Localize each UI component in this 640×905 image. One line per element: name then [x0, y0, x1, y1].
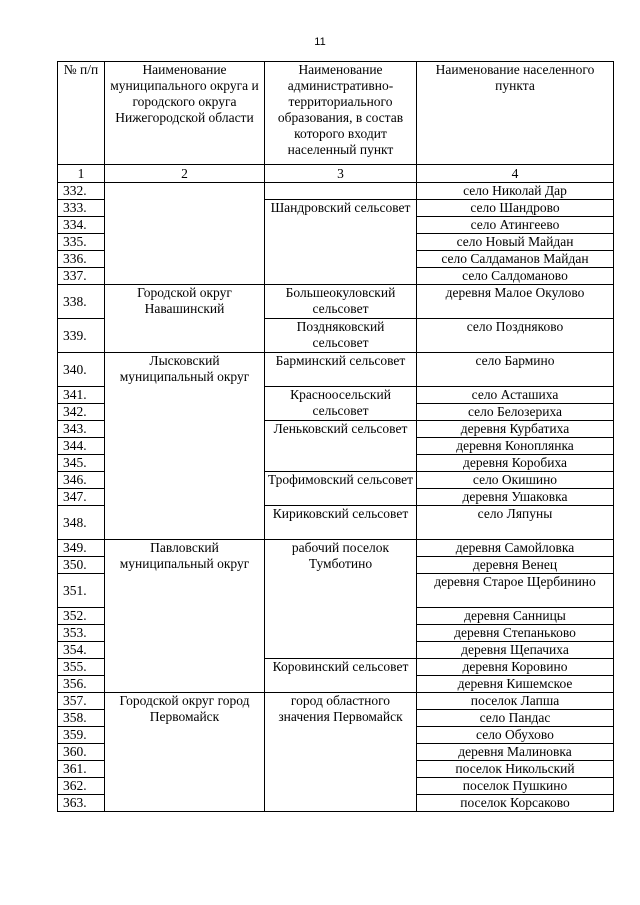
locality-cell: село Новый Майдан: [417, 234, 614, 251]
header-number: № п/п: [58, 62, 105, 165]
locality-cell: деревня Ушаковка: [417, 489, 614, 506]
district-cell: Павловский муниципальный округ: [105, 540, 265, 693]
admin-unit-cell: Большеокуловский сельсовет: [265, 285, 417, 319]
district-cell: Городской округ город Первомайск: [105, 693, 265, 812]
row-number: 361.: [58, 761, 105, 778]
row-number: 354.: [58, 642, 105, 659]
locality-cell: деревня Санницы: [417, 608, 614, 625]
column-index-row: [58, 165, 614, 183]
locality-cell: поселок Пушкино: [417, 778, 614, 795]
row-number: 336.: [58, 251, 105, 268]
locality-cell: деревня Старое Щербинино: [417, 574, 614, 608]
row-number: 355.: [58, 659, 105, 676]
row-number: 344.: [58, 438, 105, 455]
row-number: 349.: [58, 540, 105, 557]
locality-cell: село Белозериха: [417, 404, 614, 421]
admin-unit-cell: Леньковский сельсовет: [265, 421, 417, 472]
row-number: 346.: [58, 472, 105, 489]
column-index: 4: [417, 165, 614, 183]
locality-cell: село Шандрово: [417, 200, 614, 217]
district-cell-empty: [105, 183, 265, 285]
locality-cell: деревня Венец: [417, 557, 614, 574]
table-row: [58, 183, 614, 200]
district-cell: Городской округ Навашинский: [105, 285, 265, 353]
locality-cell: поселок Лапша: [417, 693, 614, 710]
row-number: 337.: [58, 268, 105, 285]
row-number: 343.: [58, 421, 105, 438]
row-number: 357.: [58, 693, 105, 710]
row-number: 359.: [58, 727, 105, 744]
row-number: 348.: [58, 506, 105, 540]
admin-unit-cell-empty: [265, 183, 417, 200]
row-number: 332.: [58, 183, 105, 200]
locality-cell: село Салдаманов Майдан: [417, 251, 614, 268]
admin-unit-cell: Красноосельский сельсовет: [265, 387, 417, 421]
table-row: [58, 353, 614, 387]
header-admin-unit: Наименование административно-территориального образования, в состав которого входит населенный пункт: [265, 62, 417, 165]
header-row: [58, 62, 614, 165]
locality-cell: деревня Коровино: [417, 659, 614, 676]
locality-cell: село Обухово: [417, 727, 614, 744]
column-index: 2: [105, 165, 265, 183]
row-number: 350.: [58, 557, 105, 574]
page-number: 11: [314, 36, 326, 48]
locality-cell: деревня Кишемское: [417, 676, 614, 693]
locality-cell: село Бармино: [417, 353, 614, 387]
column-index: 1: [58, 165, 105, 183]
row-number: 335.: [58, 234, 105, 251]
row-number: 342.: [58, 404, 105, 421]
row-number: 333.: [58, 200, 105, 217]
admin-unit-cell: Поздняковский сельсовет: [265, 319, 417, 353]
locality-cell: деревня Степаньково: [417, 625, 614, 642]
header-locality: Наименование населенного пункта: [417, 62, 614, 165]
row-number: 362.: [58, 778, 105, 795]
table-row: [58, 540, 614, 557]
admin-unit-cell: Трофимовский сельсовет: [265, 472, 417, 506]
locality-cell: село Поздняково: [417, 319, 614, 353]
row-number: 353.: [58, 625, 105, 642]
locality-cell: село Салдоманово: [417, 268, 614, 285]
row-number: 339.: [58, 319, 105, 353]
table-row: [58, 693, 614, 710]
locality-cell: поселок Никольский: [417, 761, 614, 778]
locality-cell: деревня Коробиха: [417, 455, 614, 472]
locality-cell: деревня Щепачиха: [417, 642, 614, 659]
admin-unit-cell: Кириковский сельсовет: [265, 506, 417, 540]
admin-unit-cell: Шандровский сельсовет: [265, 200, 417, 285]
locality-cell: деревня Коноплянка: [417, 438, 614, 455]
row-number: 345.: [58, 455, 105, 472]
locality-cell: деревня Самойловка: [417, 540, 614, 557]
locality-cell: село Пандас: [417, 710, 614, 727]
admin-unit-cell: рабочий поселок Тумботино: [265, 540, 417, 659]
locality-cell: село Атингеево: [417, 217, 614, 234]
row-number: 351.: [58, 574, 105, 608]
admin-unit-cell: Барминский сельсовет: [265, 353, 417, 387]
locality-cell: деревня Малое Окулово: [417, 285, 614, 319]
locality-cell: село Окишино: [417, 472, 614, 489]
column-index: 3: [265, 165, 417, 183]
row-number: 358.: [58, 710, 105, 727]
locality-cell: село Николай Дар: [417, 183, 614, 200]
row-number: 356.: [58, 676, 105, 693]
row-number: 363.: [58, 795, 105, 812]
admin-unit-cell: Коровинский сельсовет: [265, 659, 417, 693]
locality-cell: поселок Корсаково: [417, 795, 614, 812]
header-district: Наименование муниципального округа и городского округа Нижегородской области: [105, 62, 265, 165]
admin-unit-cell: город областного значения Первомайск: [265, 693, 417, 812]
table-row: [58, 285, 614, 319]
row-number: 334.: [58, 217, 105, 234]
locality-cell: село Ляпуны: [417, 506, 614, 540]
district-cell: Лысковский муниципальный округ: [105, 353, 265, 540]
row-number: 340.: [58, 353, 105, 387]
row-number: 352.: [58, 608, 105, 625]
locality-cell: село Асташиха: [417, 387, 614, 404]
localities-table: [57, 61, 614, 812]
row-number: 338.: [58, 285, 105, 319]
row-number: 360.: [58, 744, 105, 761]
locality-cell: деревня Курбатиха: [417, 421, 614, 438]
locality-cell: деревня Малиновка: [417, 744, 614, 761]
row-number: 341.: [58, 387, 105, 404]
row-number: 347.: [58, 489, 105, 506]
